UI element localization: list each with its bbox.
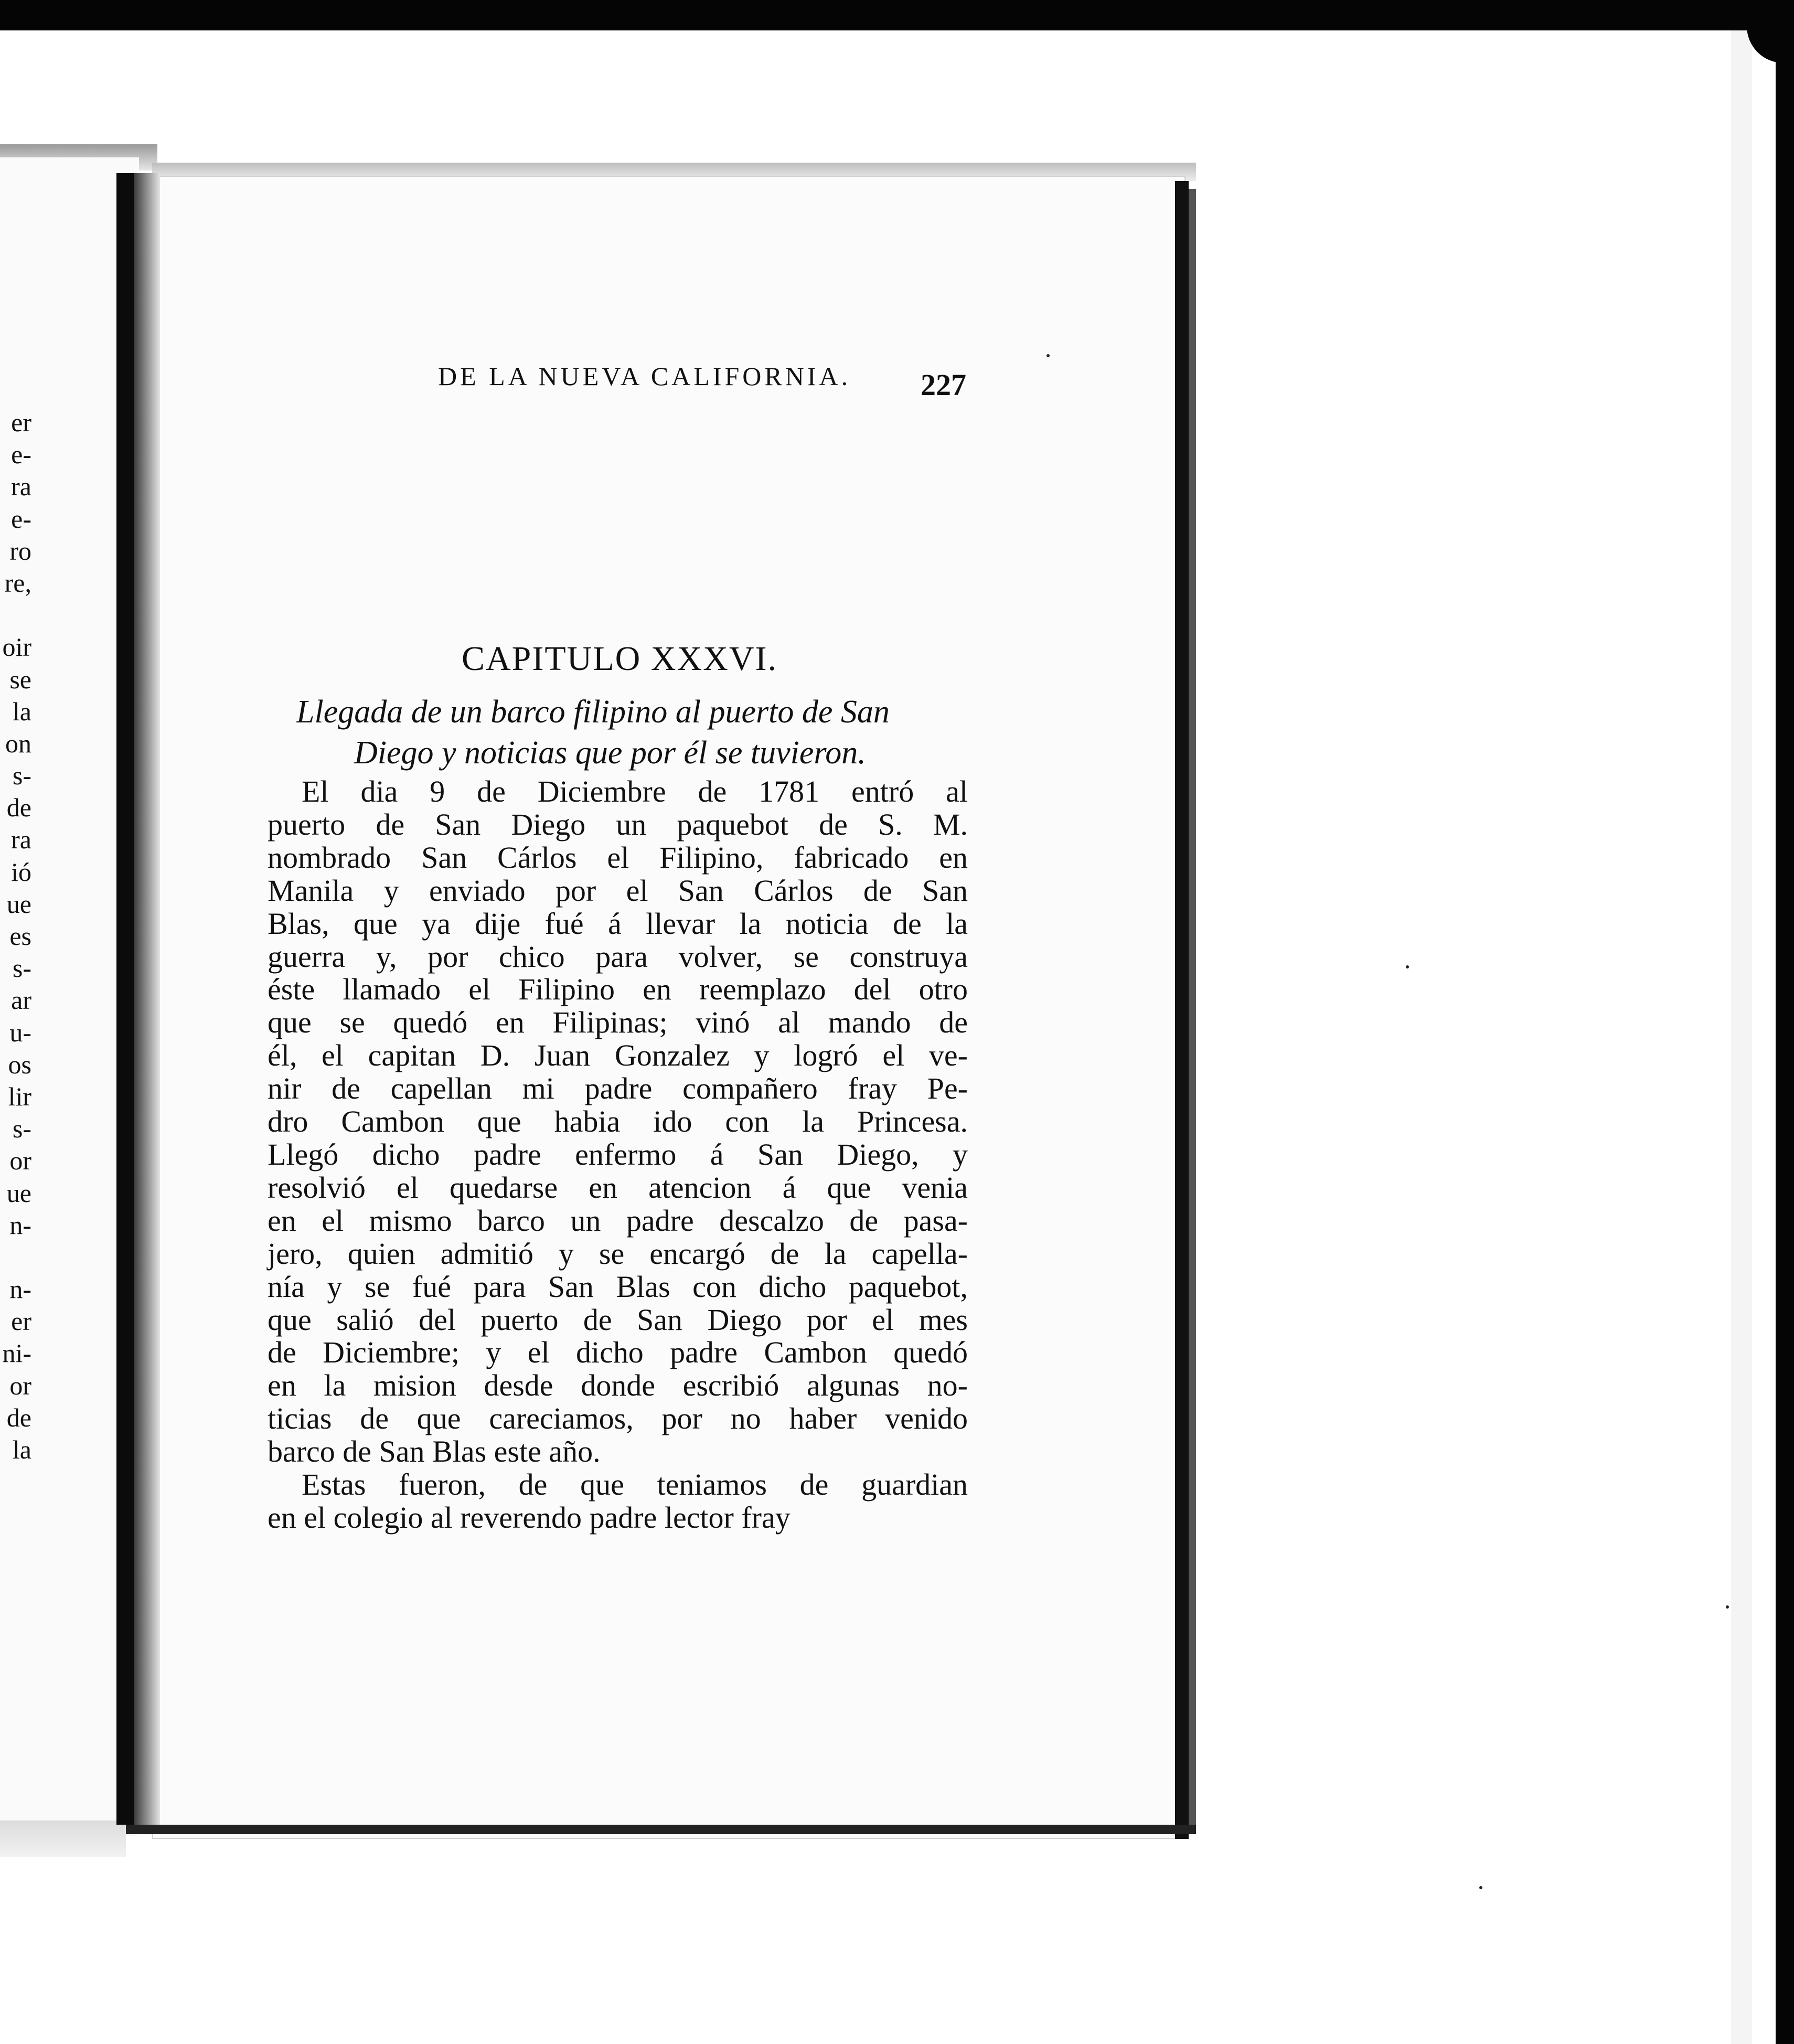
film-border-right: [1776, 0, 1794, 2044]
scan-speck: [1726, 1605, 1729, 1609]
left-page-shadow-bottom: [0, 1821, 126, 1857]
chapter-title: CAPITULO XXXVI.: [462, 640, 777, 678]
page-bottom-edge: [126, 1825, 1196, 1834]
left-page-fragment: la: [12, 1435, 31, 1464]
text-line: Manila y enviado por el San Cárlos de San: [268, 873, 968, 908]
text-line: jero, quien admitió y se encargó de la capella-: [268, 1236, 968, 1271]
text-line: nir de capellan mi padre compañero fray Pe-: [268, 1071, 968, 1106]
page-right-edge-shadow: [1189, 189, 1196, 1826]
left-page-fragment: [0, 599, 31, 631]
left-page-text-fragments: [0, 407, 31, 1466]
text-line: barco de San Blas este año.: [268, 1434, 601, 1469]
left-page-fragment: se: [9, 664, 31, 694]
text-line: nía y se fué para San Blas con dicho paquebot,: [268, 1269, 968, 1304]
page-number: 227: [921, 368, 966, 402]
body-text: [268, 775, 968, 1535]
text-line: éste llamado el Filipino en reemplazo del otro: [268, 972, 968, 1007]
text-line: que se quedó en Filipinas; vinó al mando de: [268, 1005, 968, 1040]
left-page-fragment: e-: [11, 440, 31, 470]
text-line: Blas, que ya dije fué á llevar la noticia de la: [268, 906, 968, 941]
left-page-fragment: or: [9, 1370, 31, 1400]
text-line: El dia 9 de Diciembre de 1781 entró al: [302, 774, 968, 808]
left-page-fragment: s-: [12, 953, 31, 983]
left-page-fragment: er: [11, 1306, 31, 1336]
left-page-fragment: de: [6, 1402, 31, 1432]
left-page-fragment: os: [8, 1049, 31, 1079]
left-page-fragment: ar: [11, 985, 31, 1015]
text-line: guerra y, por chico para volver, se construya: [268, 939, 968, 974]
left-page-fragment: ue: [6, 889, 31, 919]
left-page-fragment: ra: [11, 825, 31, 855]
text-line: en el colegio al reverendo padre lector fray: [268, 1500, 791, 1535]
left-page-fragment: s-: [12, 1114, 31, 1144]
left-page-fragment: oir: [2, 632, 31, 662]
left-page-fragment: de: [6, 793, 31, 823]
text-line: nombrado San Cárlos el Filipino, fabricado en: [268, 840, 968, 875]
left-page-fragment: on: [5, 728, 31, 758]
text-line: dro Cambon que habia ido con la Princesa.: [268, 1104, 968, 1139]
left-page-fragment: or: [9, 1146, 31, 1176]
text-line: de Diciembre; y el dicho padre Cambon quedó: [268, 1335, 968, 1370]
left-page-fragment: e-: [11, 504, 31, 534]
left-page-fragment: lir: [8, 1081, 31, 1111]
left-page-fragment: ió: [11, 857, 31, 887]
left-page-fragment: la: [12, 696, 31, 726]
left-page-fragment: ro: [9, 536, 31, 566]
text-line: puerto de San Diego un paquebot de S. M.: [268, 807, 968, 842]
text-line: él, el capitan D. Juan Gonzalez y logró el ve-: [268, 1038, 968, 1073]
text-line: Estas fueron, de que teniamos de guardian: [302, 1467, 968, 1502]
page-right-edge: [1175, 181, 1189, 1839]
book-gutter: [134, 173, 160, 1825]
film-border-corner: [1747, 0, 1794, 63]
left-page-fragment: es: [9, 921, 31, 951]
film-margin: [1731, 30, 1752, 2044]
book-spine: [116, 173, 134, 1825]
left-page-fragment: [0, 1241, 31, 1273]
scan-speck: [1479, 1886, 1482, 1889]
text-line: en la mision desde donde escribió algunas no-: [268, 1368, 968, 1403]
left-page-fragment: n-: [9, 1274, 31, 1304]
text-line: resolvió el quedarse en atencion á que venia: [268, 1170, 968, 1205]
subtitle-line: Diego y noticias que por él se tuvieron.: [354, 735, 866, 771]
text-line: Llegó dicho padre enfermo á San Diego, y: [268, 1137, 968, 1172]
text-line: ticias de que careciamos, por no haber venido: [268, 1401, 968, 1436]
film-border-top: [0, 0, 1763, 30]
scan-speck: [1406, 965, 1409, 968]
left-page-fragment: er: [11, 408, 31, 437]
left-page-fragment: ni-: [2, 1338, 31, 1368]
left-page-fragment: n-: [9, 1210, 31, 1240]
left-page-fragment: re,: [4, 568, 31, 598]
chapter-subtitle: [289, 691, 970, 773]
left-page-fragment: u-: [9, 1017, 31, 1047]
left-page-fragment: ue: [6, 1178, 31, 1208]
text-line: que salió del puerto de San Diego por el mes: [268, 1302, 968, 1337]
subtitle-line: Llegada de un barco filipino al puerto de San: [296, 694, 890, 730]
scan-speck: [1046, 354, 1050, 357]
text-line: en el mismo barco un padre descalzo de pasa-: [268, 1203, 968, 1238]
left-page-fragment: s-: [12, 761, 31, 791]
left-page-fragment: ra: [11, 472, 31, 502]
running-head: DE LA NUEVA CALIFORNIA.: [438, 361, 851, 391]
